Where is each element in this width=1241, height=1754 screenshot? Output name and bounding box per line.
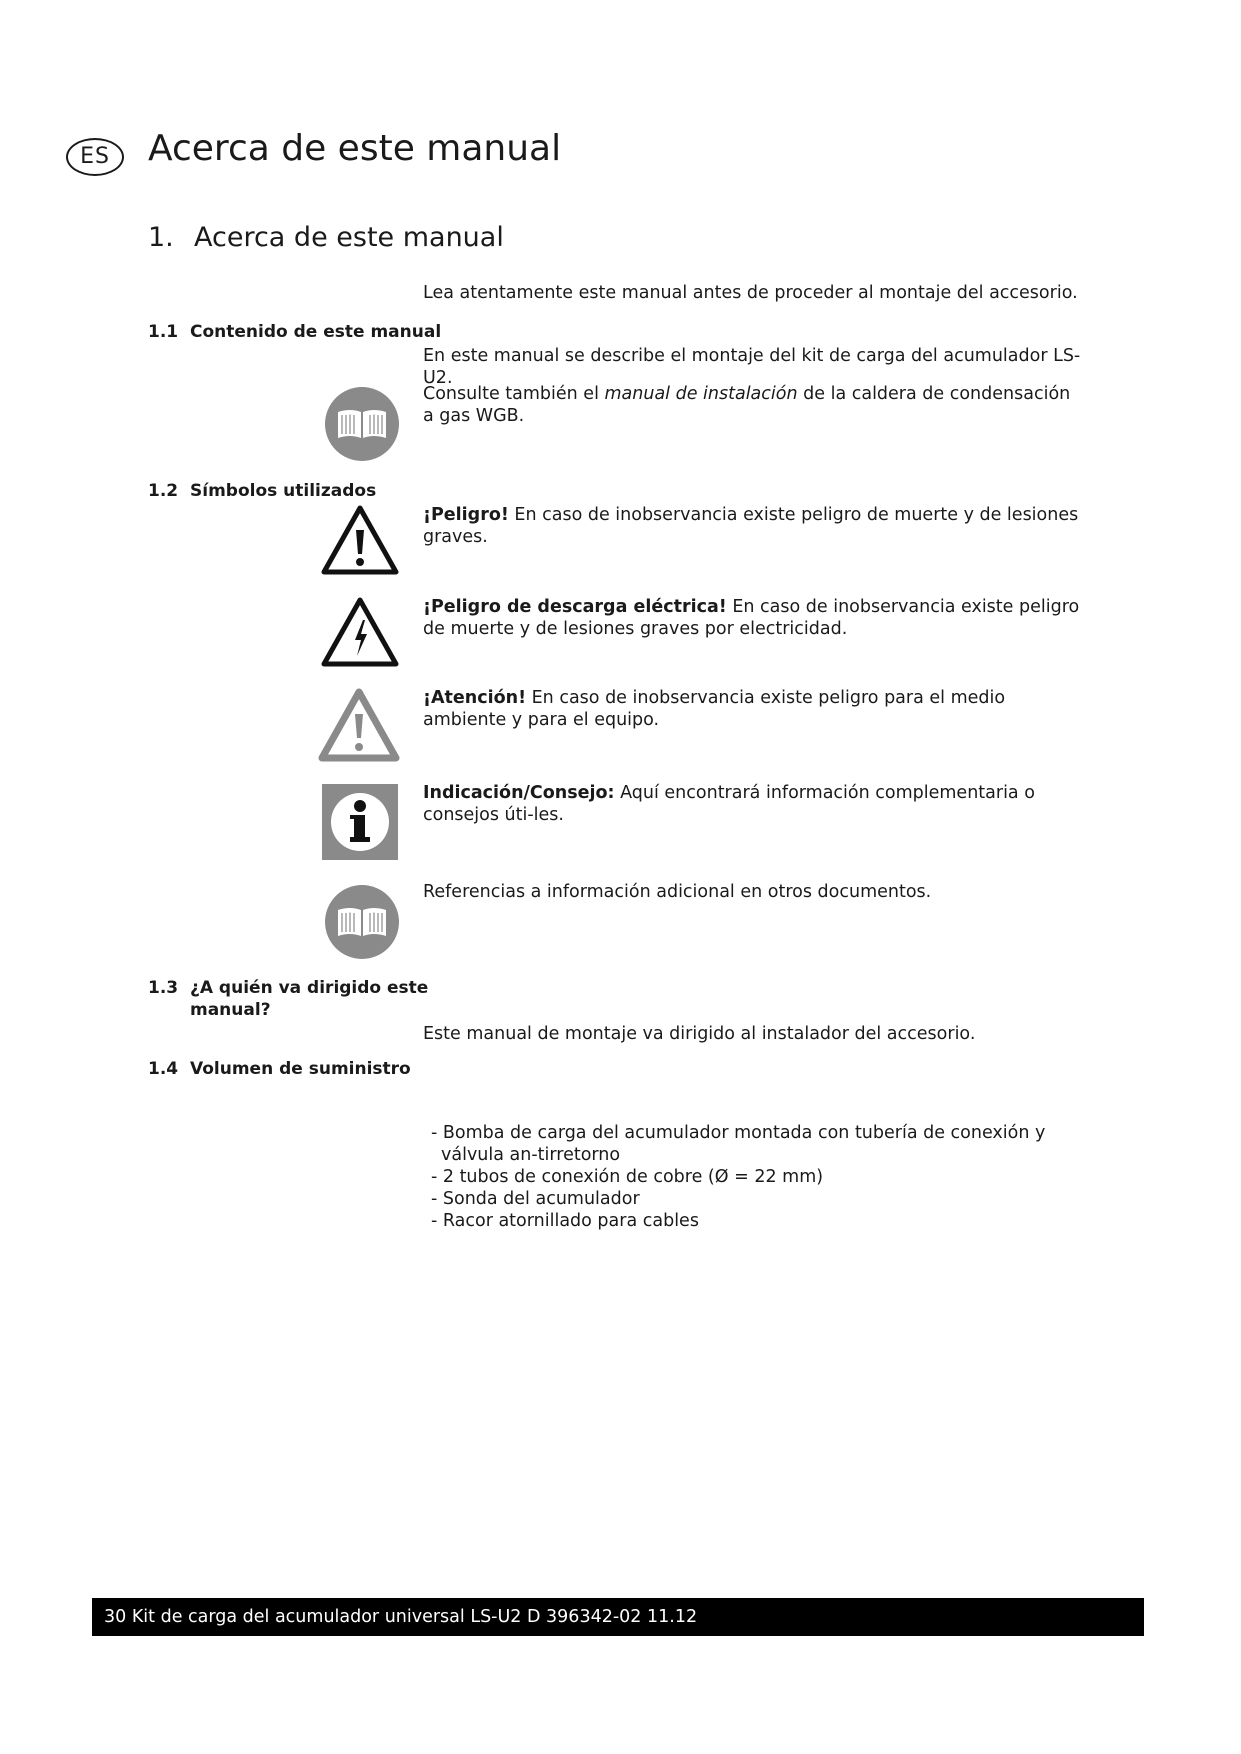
subsection-title: Volumen de suministro: [190, 1059, 411, 1079]
subsection-1-1: [148, 321, 441, 343]
subsection-1-2: [148, 480, 376, 502]
intro-text: Lea atentamente este manual antes de proceder al montaje del accesorio.: [423, 283, 1078, 303]
list-item: - Bomba de carga del acumulador montada con tubería de conexión y válvula an-tirretorno: [431, 1123, 1046, 1165]
describe-text: En este manual se describe el montaje del kit de carga del acumulador LS-U2.: [423, 346, 1081, 388]
subsection-number: 1.3: [148, 978, 179, 998]
subsection-number: 1.1: [148, 322, 179, 342]
references-text: Referencias a información adicional en otros documentos.: [423, 882, 932, 902]
section-title-text: Acerca de este manual: [194, 222, 504, 253]
subsection-title: Contenido de este manual: [190, 322, 442, 342]
subsection-title-continued: manual?: [190, 1000, 271, 1020]
subsection-number: 1.2: [148, 481, 179, 501]
book-icon: [324, 386, 400, 462]
attention-triangle-icon: [318, 688, 400, 762]
electric-text: ¡Peligro de descarga eléctrica! En caso de inobservancia existe peligro de muerte y de lesiones graves por electricidad.: [423, 597, 1080, 639]
consult-text: Consulte también el manual de instalación de la caldera de condensación a gas WGB.: [423, 384, 1071, 426]
page-title: Acerca de este manual: [148, 128, 562, 169]
subsection-title: ¿A quién va dirigido este: [190, 978, 429, 998]
subsection-1-3: [148, 977, 428, 1021]
list-item: - Sonda del acumulador: [431, 1189, 640, 1209]
list-item: - Racor atornillado para cables: [431, 1211, 699, 1231]
attention-text: ¡Atención! En caso de inobservancia existe peligro para el medio ambiente y para el equipo.: [423, 688, 1006, 730]
section-title: [148, 222, 504, 253]
page-footer: 30 Kit de carga del acumulador universal LS-U2 D 396342-02 11.12: [92, 1598, 1144, 1636]
section-number: 1.: [148, 222, 174, 253]
supply-list: [423, 1122, 1083, 1232]
danger-triangle-icon: [320, 504, 400, 576]
info-icon: [322, 784, 398, 860]
book-icon: [324, 884, 400, 960]
tip-text: Indicación/Consejo: Aquí encontrará información complementaria o consejos úti-les.: [423, 783, 1035, 825]
subsection-1-4: [148, 1058, 411, 1080]
language-badge: ES: [66, 138, 124, 176]
electric-triangle-icon: [320, 596, 400, 668]
danger-text: ¡Peligro! En caso de inobservancia existe peligro de muerte y de lesiones graves.: [423, 505, 1079, 547]
audience-text: Este manual de montaje va dirigido al instalador del accesorio.: [423, 1024, 976, 1044]
subsection-number: 1.4: [148, 1059, 179, 1079]
subsection-title: Símbolos utilizados: [190, 481, 377, 501]
list-item: - 2 tubos de conexión de cobre (Ø = 22 mm): [431, 1167, 824, 1187]
